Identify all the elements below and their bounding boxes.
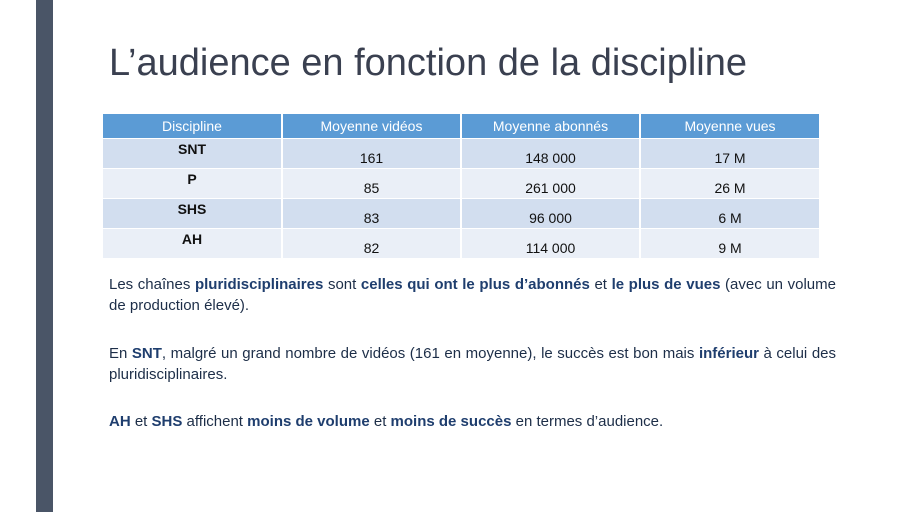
table-row: [103, 139, 819, 169]
cell-videos: 82: [282, 229, 461, 259]
text-span: , malgré un grand nombre de vidéos (161 en moyenne), le succès est bon mais: [161, 345, 699, 362]
text-span: et: [589, 276, 612, 293]
text-emphasis: celles qui ont le plus d’abonnés: [360, 276, 590, 293]
audience-table: [103, 114, 819, 258]
text-span: et: [130, 413, 152, 430]
table-row: [103, 199, 819, 229]
text-span: à celui des pluridisciplinaires.: [109, 345, 837, 383]
text-emphasis: le plus de vues: [611, 276, 721, 293]
text-emphasis: SHS: [151, 413, 183, 430]
cell-abonnes: 261 000: [461, 169, 640, 199]
header-discipline: Discipline: [103, 114, 282, 139]
cell-vues: 6 M: [640, 199, 819, 229]
cell-videos: 161: [282, 139, 461, 169]
cell-discipline: SHS: [103, 199, 282, 229]
side-accent-bar: [36, 0, 53, 512]
text-span: Les chaînes: [109, 276, 195, 293]
text-emphasis: moins de volume: [247, 413, 370, 430]
text-span: en termes d’audience.: [511, 413, 664, 430]
paragraph-snt: [109, 343, 836, 385]
cell-vues: 26 M: [640, 169, 819, 199]
table-row: [103, 229, 819, 259]
text-span: affichent: [182, 413, 248, 430]
text-emphasis: moins de succès: [390, 413, 512, 430]
cell-discipline: SNT: [103, 139, 282, 169]
text-span: et: [369, 413, 391, 430]
cell-discipline: AH: [103, 229, 282, 259]
table-header-row: [103, 114, 819, 139]
slide-title: L’audience en fonction de la discipline: [109, 42, 748, 84]
cell-abonnes: 96 000: [461, 199, 640, 229]
cell-abonnes: 148 000: [461, 139, 640, 169]
text-emphasis: AH: [109, 413, 131, 430]
cell-vues: 17 M: [640, 139, 819, 169]
text-emphasis: SNT: [131, 345, 162, 362]
cell-videos: 85: [282, 169, 461, 199]
header-moyenne-abonnes: Moyenne abonnés: [461, 114, 640, 139]
text-emphasis: pluridisciplinaires: [194, 276, 324, 293]
text-emphasis: inférieur: [698, 345, 759, 362]
text-span: En: [109, 345, 132, 362]
cell-vues: 9 M: [640, 229, 819, 259]
text-span: (avec un volume de production élevé).: [109, 276, 836, 314]
header-moyenne-videos: Moyenne vidéos: [282, 114, 461, 139]
cell-abonnes: 114 000: [461, 229, 640, 259]
paragraph-pluridisciplinaires: [109, 274, 836, 316]
text-span: sont: [323, 276, 361, 293]
cell-discipline: P: [103, 169, 282, 199]
header-moyenne-vues: Moyenne vues: [640, 114, 819, 139]
paragraph-ah-shs: [109, 411, 836, 432]
cell-videos: 83: [282, 199, 461, 229]
table-row: [103, 169, 819, 199]
